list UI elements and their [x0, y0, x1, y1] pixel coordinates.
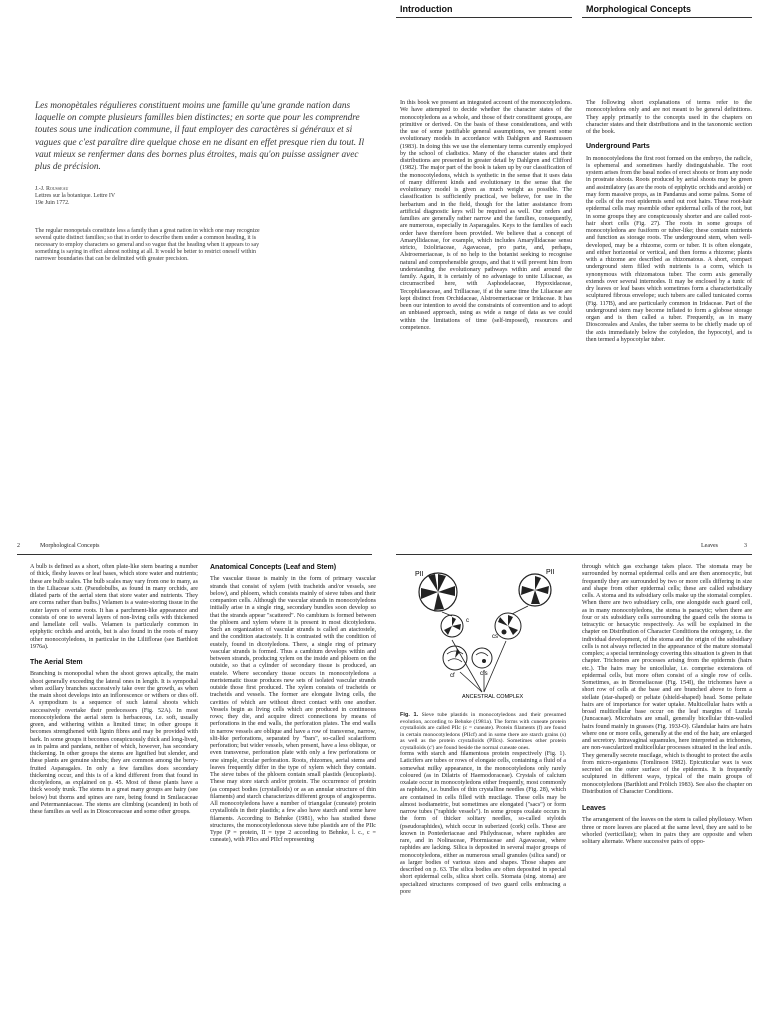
plastid-c — [441, 615, 463, 637]
page2-header-rule — [17, 554, 372, 555]
aerial-stem-heading: The Aerial Stem — [30, 659, 83, 666]
folio-right: 3 — [744, 543, 747, 549]
intro-paragraph: In this book we present an integrated account of the monocotyledons. We have attempted to decide whether the character states of the monocotyledons as a whole, and those of their constituent groups, are primitive or derived. On the basis of these considerations, and with the use of some justifiable general assumptions, we present some evolutionary models in accordance with Dahlgren and Rasmussen (1983). In doing this we use the elementary terms currently employed by the school of cladistics. Many of the character states and their distributions are presented in greater detail by Dahlgren and Clifford (1982). The major part of the book is taken up by our classification of the monocotyledons, which is synthetic in the sense that it uses data of many different kinds and evolutionary in the sense that the evolutionary model is given as much weight as possible. The classification is sufficiently practical, we believe, for use in the herbarium and in the field, though for the latter assistance from artificial diagnostic keys will be required as well. Our orders and families are generally rather narrow and the families, consequently, are numerous, especially in Asparagales. Keys to the families of each order have therefore been provided. We believe that a concept of Amaryllidaceae, for example, which includes Amaryllidaceae sensu stricto, Ixioliriaceae, Agavaceae, pro parte, and, perhaps, Alstroemeriaceae, is of no help to the botanist seeking to recognise natural and comprehensible groups, and that it will prevent him from understanding the evolutionary pathways within and around the family. Again, it is certainly of no advantage to unite Liliaceae, as circumscribed here, with Asphodelaceae, Hypoxidaceae, Tecophilaeaceae, and Trilliaceae, if at the same time the Liliaceae are kept distinct from Orchidaceae, Alstroemeriaceae or Iridaceae. It has been our intention to avoid the constraints of convention and to adopt an unbiased approach, using as wide a range of data as we could within the limitations of time (self-imposed), resources and competence. — [400, 100, 572, 331]
plastid-pii-right — [519, 574, 551, 606]
figure-caption — [400, 712, 566, 751]
sieve-tube-plastid-figure — [400, 564, 566, 712]
running-head-introduction: Introduction — [400, 4, 453, 14]
attribution-author: J.-J. Rousseau — [35, 186, 69, 192]
figure-column — [400, 564, 566, 896]
anatomical-paragraph: The vascular tissue is mainly in the form of primary vascular strands that consist of xylem (with tracheids and/or vessels, see below), and phloem, which consists mainly of sieve tubes and their companion cells. Although the vascular strands in monocotyledons initially arise in a single ring, secondary bundles soon develop so that the strands appear "scattered". No cambium is formed between the phloem and xylem where it is present in most dicotyledons. Such an organization of vascular strands is called an atactostele, and the condition atactostely. It is contrasted with the condition of eustely, found in dicotyledons. There, a single ring of primary vascular strands is formed. Thus a cambium develops within and between strands, producing xylem on the inside and phloem on the outside, so that a cylinder of secondary tissue is produced, an eustele. Where secondary tissue occurs in monocotyledons a meristematic tissue produces new sets of isolated vascular strands outside those first produced. The xylem consists of tracheids or tracheids and vessels. The former are elongate living cells, the cavities of which are without direct contact with one another. Vessels begin as living cells which are produced in continuous rows; they die, and acquire direct connections by means of perforations in the end walls, the perforation plates. The end walls in narrow vessels are oblique and have a row of transverse, narrow, slit-like perforations, separated by "bars", so-called scalariform perforation; but wider vessels, when present, have a less oblique, or even transverse, perforation plate with only a few perforations or one simple, circular perforation. Roots, rhizomes, aerial stems and leaves frequently differ in the type of xylem which they contain. The sieve tubes of the phloem contain small plastids (leucoplasts). These may store starch and/or protein. The occurrence of protein (as compact bodies (crystalloids) or as an annular structure of thin filaments) and starch characterizes different groups of angiosperms. All monocotyledons have a number of triangular (cuneate) protein crystalloids in their plastids; a few also have starch and some have filaments. According to Behnke (1981), who has studied these structures, the monocotyledonous sieve tube plastids are of the PIIc Type (P = protein, II = type 2 according to Behnke, l. c., c = cuneate), with PIIcs and PIIcf representing — [210, 576, 376, 844]
figure-caption-label: Fig. 1. — [400, 712, 419, 718]
epigraph-translation: The regular monopetals constitute less a family than a great nation in which one may recognize several quite distinct families; so that in order to describe them under a common heading, it is necessary to employ characters so general and so vague that the heading when it appears to say something is saying in effect almost nothing at all. It would be better to restrict oneself within narrower boundaries that can be delimited with greater precision. — [35, 228, 260, 262]
page3-header-rule — [396, 554, 752, 555]
label-cs: cs — [492, 634, 498, 640]
underground-parts-heading: Underground Parts — [586, 143, 650, 151]
leaves-paragraph: The arrangement of the leaves on the stem is called phyllotaxy. When three or more leaves are placed at the same level, they are said to be whorled (verticillate); when in pairs they are opposite and when solitary alternate. Where successive pairs of oppo- — [582, 817, 752, 845]
attribution-date: 19e Juin 1772. — [35, 200, 70, 206]
running-head-right: Leaves — [701, 543, 718, 549]
bulb-paragraph: A bulb is defined as a short, often plate-like stem bearing a number of thick, fleshy leaves or leaf bases, which store water and nutrients; these are bulb scales. The bulb scales may vary from one to many, as in the Liliaceae s.str. (Pseudobulbs, as found in many orchids, are dilated parts of the aerial stem that store water and nutrients. They are corms rather than bulbs.) Velamen is a water-storing tissue in the outer layers of some roots. It has a parchment-like appearance and consists of one to several layers of non-living cells with thickened and lamellate cell walls. Velamen is particularly common in epiphytic orchids and aroids, but is also found in the roots of many other monocotyledons, in particular in the Liliiflorae (see Barthlott 1976a). — [30, 564, 198, 650]
figure-caption-text: Sieve tube plastids in monocotyledons and their presumed evolution, according to Behnke (1981a). The forms with cuneate protein crystalloids are called PIIc (c = cuneate). Protein filaments (f) are found in certain monocotyledons (PIIcf) and in some there are starch grains (s) as well as the protein crystalloids (PIIcs). Sometimes other protein crystalloids (c') are found beside the normal cuneate ones. — [400, 712, 566, 751]
leaves-heading: Leaves — [582, 805, 606, 812]
plastid-cf — [443, 646, 467, 670]
intro-column — [400, 100, 572, 332]
label-pii-right: PII — [546, 569, 555, 576]
plastid-cs — [495, 613, 521, 639]
label-pii-left: PII — [415, 571, 424, 578]
label-cfs: cfs — [480, 671, 488, 677]
plastid-cfs — [472, 648, 492, 668]
anatomical-column — [210, 564, 376, 845]
label-cf: cf — [450, 673, 455, 679]
plastid-pii-left — [419, 573, 457, 611]
aerial-stem-paragraph: Branching is monopodial when the shoot grows apically, the main shoot generally exceeding the lateral ones in length. It is sympodial when axillary branches successively take over the growth, as when the main shoot develops into an inflorescence or withers or dies off. A sympodium is a sequence of such lateral shoots which successively overtake their predecessors (Fig. 52A). In most monocotyledons the aerial stem is herbaceous, i.e. soft, usually green, and withering within a limited time; in other groups it becomes strengthened with lignin fibres and may be provided with bark. In some groups it becomes conspicuously thick and long-lived, as in palms and pandans, neither of which, however, has secondary thickening. In other groups the stems are lignified but slender, and these plants are genuine shrubs; they are common among the berry-fruited Asparagales. In only a few families does secondary thickening occur, and this is of a kind different from that found in dicotyledons, as explained on p. 45. Most of these plants have a thick woody trunk. The stems in a great many groups are hairy (see below) but thorns and spines are rare, being found in Smilacaceae and Petermanniaceae. The stems are climbing (scandent) in both of these families as well as in Dioscoreaceae and some other groups. — [30, 671, 198, 815]
folio-left: 2 — [17, 543, 20, 549]
bulb-column — [30, 564, 198, 816]
header-rule-right — [582, 17, 752, 18]
epigraph-quote: Les monopètales régulieres constituent moins une famille qu'une grande nation dans laquelle on compte plusieurs familles bien distinctes; en sorte que pour les comprendre toutes sous une indication commune, il faut employer des caractères si généraux et si vagues que c'est paraître dire quelque chose en ne disant en effet presque rien du tout. Il vaut mieux se renfermer dans des bornes plus étroites, mais qu'on puisse assigner avec plus de précision. — [35, 101, 365, 173]
underground-parts-paragraph: In monocotyledons the first root formed on the embryo, the radicle, is ephemeral and sometimes hardly distinguishable. The root system arises from the basal nodes of erect shoots or from any node in prostrate shoots. Roots produced by aerial shoots may be green and assimilatory (as are the roots of epiphytic orchids and aroids) or may form massive props, as in Pandanus and some palms. Some of the cells of the root epidermis send out root hairs. These root-hair epidermal cells may resemble other epidermal cells of the root, but in some groups they are conspicuously shorter and are called root-hair short cells (Fig. 27). The roots in some groups of monocotyledons are fusiform or tuber-like; these contain nutrients and function as storage roots. The underground stem, when well-developed, may be a rhizome, corm or tuber. It is often elongate, and either horizontal or vertical, and then forms a rhizome; plants with a rhizome are described as rhizomatous. A short, compact underground stem filled with nutrients is a corm, which is synonymous with rhizomatous tuber. The corm axis generally extends over several internodes. It may be enclosed by a tunic of dry leaves or leaf bases which sometimes form a characteristically sculptured fibrous envelope; such tubers are called tunicated corms (Fig. 117B), and are particularly common in Iridaceae. Part of the underground stem may become inflated to form a globose storage organ and is then called a tuber. Frequently, as in many Dioscoreales and Arales, the tuber seems to be chiefly made up of the axis immediately below the cotyledon, the hypocotyl, and is then termed a hypocotylar tuber. — [586, 155, 753, 343]
header-rule-left — [396, 17, 572, 18]
epigraph-attribution — [35, 186, 235, 207]
anatomical-concepts-heading: Anatomical Concepts (Leaf and Stem) — [210, 564, 337, 571]
running-head-morphological-concepts: Morphological Concepts — [586, 4, 692, 14]
laticifers-paragraph: forms with starch and filamentous protein respectively (Fig. 1). Laticifers are tubes or rows of elongate cells, containing a fluid of a somewhat milky appearance, in the monocotyledons only rarely coloured (as in Dilatris of Haemodoraceae). Crystals of calcium oxalate occur in monocotyledons either frequently, most commonly as raphides, i.e. bundles of thin crystalline needles (Fig. 28), which are contained in cells filled with mucilage. These cells may be almost isodiametric, but sometimes are elongated ("sacs") or form narrow tubes ("raphide vessels"). In some groups oxalate occurs in the form of thicker solitary needles, so-called styloids (pseudoraphides), which occur in suberized (cork) cells. These are known in Pontederiaceae and Philydraceae, where raphides are rare, and in Nolinaceae, Phormiaceae and Agavaceae, where raphides are lacking. Silica is deposited in several major groups of monocotyledons, either as numerous small granules (silica sand) or as larger bodies of various sizes and shapes. Those shapes are described on p. 63. The silica bodies are often deposited in special short epidermal cells, silica short cells. Stomata (sing. stoma) are specialized structures composed of two guard cells embracing a pore — [400, 751, 566, 895]
running-head-left: Morphological Concepts — [40, 543, 100, 549]
stomata-paragraph: through which gas exchange takes place. The stomata may be surrounded by normal epidermal cells and are then anomocytic, but frequently they are surrounded by two or more cells differing in size and shape from other epidermal cells; these are called subsidiary cells. A stoma and its subsidiary cells make up the stomatal complex. When there are two subsidiary cells, one alongside each guard cell, as in many monocotyledons, the stoma is paracytic; when there are four or six subsidiary cells surrounding the guard cells the stoma is tetracytic or hexacytic respectively. As will be explained in the chapter on Distribution of Character Conditions the ontogeny, i.e. the individual development, of the stoma and the origin of the subsidiary cells is not always reflected in the appearance of the mature stomatal complex; a special terminology covering this situation is given in that chapter. Trichomes are processes arising from the epidermis (hairs etc.). The hairs may be unicellular, i.e. comprise extensions of epidermal cells, but more often consist of a single row of cells. Sometimes, as in Bromeliaceae (Fig. 154I), the trichomes have a short row of cells at the base and are branched above to form a stellate (star-shaped) or peltate (shield-shaped) head. Some peltate hairs are of importance for water uptake. Multicellular hairs with a broad multicellular base occur on the leaf margins of Luzula (Juncaceae). Microhairs are small, generally bicellular thin-walled hairs found mainly in grasses (Fig. 193J-O). Glandular hairs are hairs where one or more cells, generally at the end of the hair, are enlarged and secretory. Intravaginal squamules, here interpreted as trichomes, are non-vascularized multicellular processes situated in the leaf axils. They generally secrete mucilage, which is thought to protect the axils from micro-organisms (Tomlinson 1982). Epicuticular wax is wax secreted on the outer surface of the epidermis. It is frequently sculptured in different ways, typical of the main groups of monocotyledons (Barthlott and Frölich 1983). See also the chapter on Distribution of Character Conditions. — [582, 564, 752, 795]
bottom-spread — [0, 512, 768, 1024]
stomata-column — [582, 564, 752, 846]
label-ancestral-complex-text: ANCESTRAL COMPLEX — [462, 694, 524, 700]
label-ancestral-complex — [462, 694, 524, 700]
morph-intro-column — [586, 100, 752, 344]
morph-intro-paragraph: The following short explanations of terms refer to the monocotyledons only and are not meant to be general definitions. They apply primarily to the concepts used in the chapters on character states and their distributions and in the taxonomic section of the book. — [586, 100, 752, 135]
attribution-source: Lettres sur la botanique. Lettre IV — [35, 193, 116, 199]
label-c: c — [466, 618, 469, 624]
